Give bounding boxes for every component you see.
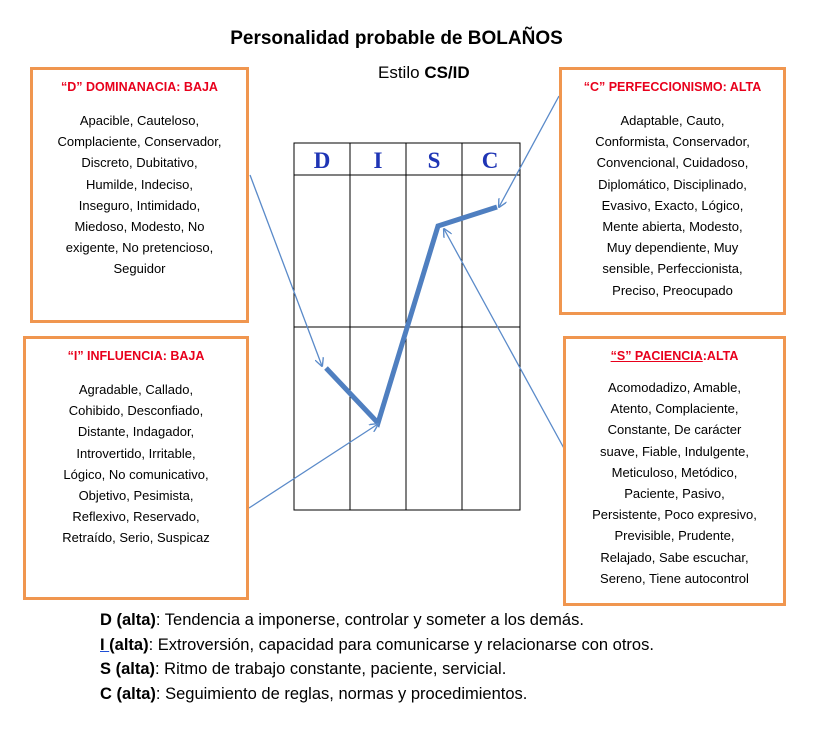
grid-header-i: I — [373, 148, 383, 173]
arrow-i-to-graph — [249, 424, 378, 508]
legend-c: C (alta): Seguimiento de reglas, normas y procedimientos. — [100, 684, 528, 703]
arrow-c-to-graph — [499, 96, 559, 207]
grid-header-c: C — [481, 148, 499, 173]
legend-s: S (alta): Ritmo de trabajo constante, paciente, servicial. — [100, 660, 507, 678]
grid-header-s: S — [427, 148, 441, 173]
box-s-traits: Acomodadizo, Amable, Atento, Complaciente, Constante, De carácter suave, Fiable, Indulgente, Meticuloso, Metódico, Paciente, Pasivo, Persistente, Poco expresivo, Previsible, Prudente, Relajado, Sabe escuchar, Sereno, Tiene autocontrol — [592, 380, 757, 586]
box-dominancia — [30, 67, 249, 323]
box-c-header: “C” PERFECCIONISMO: ALTA — [583, 80, 762, 94]
arrow-d-to-graph — [250, 175, 322, 366]
disc-profile-line — [326, 207, 497, 423]
box-paciencia — [563, 336, 786, 606]
box-i-header: “I” INFLUENCIA: BAJA — [67, 349, 205, 363]
box-s-header: “S” PACIENCIA:ALTA — [610, 349, 739, 363]
box-d-traits: Apacible, Cauteloso, Complaciente, Conservador, Discreto, Dubitativo, Humilde, Indeciso, Inseguro, Intimidado, Miedoso, Modesto, No exigente, No pretencioso, Seguidor — [57, 113, 222, 277]
legend-i: I (alta): Extroversión, capacidad para comunicarse y relacionarse con otros. — [100, 635, 654, 654]
box-i-traits: Agradable, Callado, Cohibido, Desconfiado, Distante, Indagador, Introvertido, Irritable, Lógico, No comunicativo, Objetivo, Pesimista, Reflexivo, Reservado, Retraído, Serio, Suspicaz — [62, 382, 210, 546]
box-influencia — [23, 336, 249, 600]
page-title: Personalidad probable de BOLAÑOS — [230, 28, 563, 49]
disc-legend — [100, 608, 654, 706]
box-perfeccionismo — [559, 67, 786, 315]
style-subtitle: Estilo CS/ID — [378, 63, 470, 82]
box-d-header: “D” DOMINANACIA: BAJA — [61, 80, 218, 94]
grid-header-d: D — [313, 148, 331, 173]
legend-d: D (alta): Tendencia a imponerse, controlar y someter a los demás. — [100, 611, 584, 629]
box-c-traits: Adaptable, Cauto, Conformista, Conservador, Convencional, Cuidadoso, Diplomático, Disciplinado, Evasivo, Exacto, Lógico, Mente abierta, Modesto, Muy dependiente, Muy sensible, Perfeccionista, Preciso, Preocupado — [595, 113, 750, 298]
